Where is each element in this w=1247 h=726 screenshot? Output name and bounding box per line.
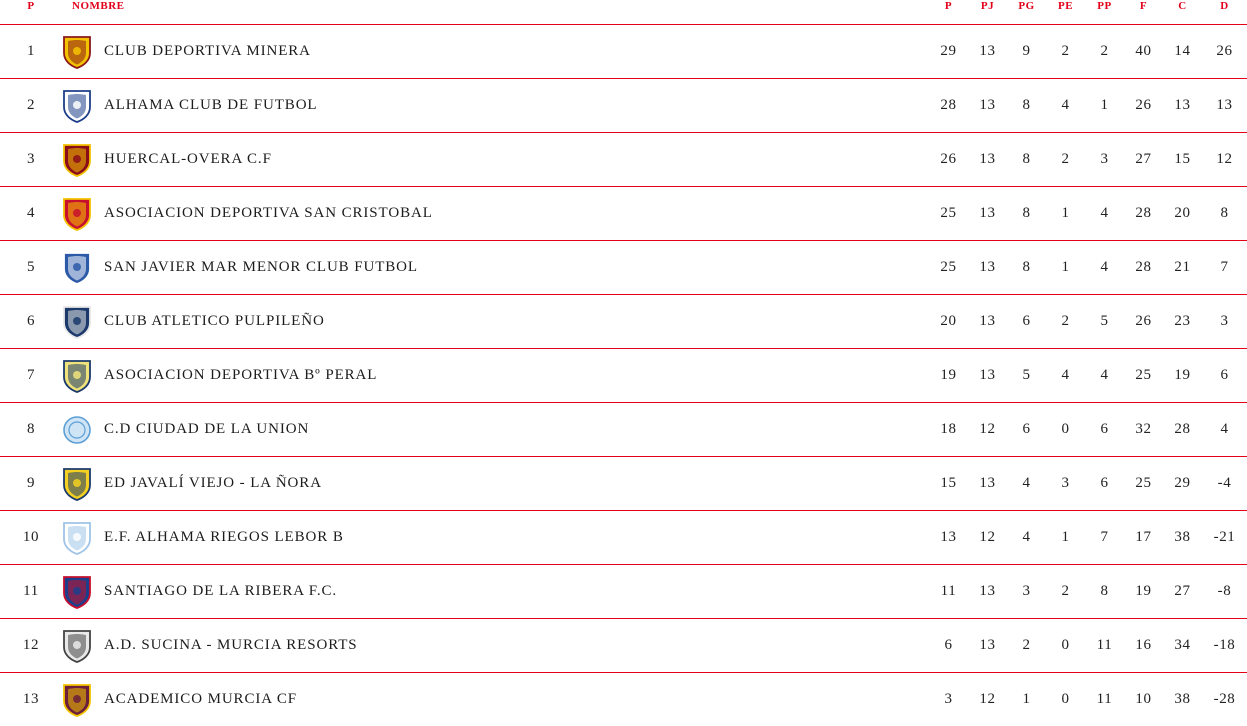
team-crest-icon (62, 467, 92, 501)
row-points: 18 (929, 403, 968, 457)
team-name: E.F. ALHAMA RIEGOS LEBOR B (104, 529, 344, 546)
team-cell-inner (62, 251, 929, 285)
row-lost: 11 (1085, 673, 1124, 726)
row-points: 3 (929, 673, 968, 726)
row-lost: 3 (1085, 133, 1124, 187)
row-goals-against: 14 (1163, 25, 1202, 79)
header-position: P (0, 0, 62, 25)
team-crest-icon (62, 575, 92, 609)
row-points: 11 (929, 565, 968, 619)
row-played: 12 (968, 511, 1007, 565)
row-played: 12 (968, 673, 1007, 726)
header-goals-for: F (1124, 0, 1163, 25)
team-cell[interactable] (62, 403, 929, 457)
row-goal-diff: -4 (1202, 457, 1247, 511)
team-cell[interactable] (62, 619, 929, 673)
team-cell-inner (62, 197, 929, 231)
row-position: 2 (0, 79, 62, 133)
row-goals-for: 26 (1124, 295, 1163, 349)
row-goals-against: 19 (1163, 349, 1202, 403)
row-lost: 11 (1085, 619, 1124, 673)
row-goals-against: 20 (1163, 187, 1202, 241)
table-header-row (0, 0, 1247, 25)
row-played: 13 (968, 619, 1007, 673)
row-won: 8 (1007, 133, 1046, 187)
row-drawn: 2 (1046, 25, 1085, 79)
row-position: 13 (0, 673, 62, 726)
row-drawn: 3 (1046, 457, 1085, 511)
row-drawn: 1 (1046, 511, 1085, 565)
row-goals-for: 28 (1124, 241, 1163, 295)
table-row[interactable] (0, 187, 1247, 241)
row-played: 13 (968, 79, 1007, 133)
row-drawn: 2 (1046, 295, 1085, 349)
row-position: 9 (0, 457, 62, 511)
row-played: 13 (968, 187, 1007, 241)
row-won: 9 (1007, 25, 1046, 79)
row-goal-diff: -21 (1202, 511, 1247, 565)
row-goal-diff: -28 (1202, 673, 1247, 726)
row-lost: 6 (1085, 403, 1124, 457)
row-lost: 4 (1085, 187, 1124, 241)
row-played: 13 (968, 457, 1007, 511)
team-name: CLUB DEPORTIVA MINERA (104, 43, 311, 60)
row-drawn: 4 (1046, 79, 1085, 133)
row-drawn: 1 (1046, 187, 1085, 241)
row-won: 4 (1007, 457, 1046, 511)
row-goals-for: 10 (1124, 673, 1163, 726)
table-header (0, 0, 1247, 25)
row-drawn: 2 (1046, 565, 1085, 619)
team-name: C.D CIUDAD DE LA UNION (104, 421, 309, 438)
table-row[interactable] (0, 25, 1247, 79)
row-won: 8 (1007, 187, 1046, 241)
row-goals-against: 15 (1163, 133, 1202, 187)
row-won: 8 (1007, 79, 1046, 133)
row-goal-diff: 12 (1202, 133, 1247, 187)
row-goals-against: 21 (1163, 241, 1202, 295)
row-points: 15 (929, 457, 968, 511)
row-position: 10 (0, 511, 62, 565)
header-goals-against: C (1163, 0, 1202, 25)
team-crest-icon (62, 197, 92, 231)
row-drawn: 0 (1046, 673, 1085, 726)
team-cell[interactable] (62, 511, 929, 565)
row-goal-diff: 4 (1202, 403, 1247, 457)
team-cell-inner (62, 359, 929, 393)
row-lost: 4 (1085, 349, 1124, 403)
row-position: 3 (0, 133, 62, 187)
team-cell[interactable] (62, 457, 929, 511)
row-goal-diff: 6 (1202, 349, 1247, 403)
row-lost: 7 (1085, 511, 1124, 565)
row-lost: 4 (1085, 241, 1124, 295)
team-name: CLUB ATLETICO PULPILEÑO (104, 313, 325, 330)
row-goals-for: 25 (1124, 349, 1163, 403)
row-position: 8 (0, 403, 62, 457)
row-goals-against: 28 (1163, 403, 1202, 457)
row-goals-for: 17 (1124, 511, 1163, 565)
table-row[interactable] (0, 403, 1247, 457)
row-goal-diff: -18 (1202, 619, 1247, 673)
team-crest-icon (62, 413, 92, 447)
team-name: ASOCIACION DEPORTIVA Bº PERAL (104, 367, 377, 384)
team-cell-inner (62, 521, 929, 555)
row-won: 2 (1007, 619, 1046, 673)
team-crest-icon (62, 89, 92, 123)
header-lost: PP (1085, 0, 1124, 25)
team-crest-icon (62, 35, 92, 69)
team-name: ALHAMA CLUB DE FUTBOL (104, 97, 318, 114)
row-played: 13 (968, 241, 1007, 295)
team-crest-icon (62, 359, 92, 393)
row-drawn: 4 (1046, 349, 1085, 403)
row-points: 29 (929, 25, 968, 79)
team-crest-icon (62, 305, 92, 339)
row-position: 7 (0, 349, 62, 403)
team-cell[interactable] (62, 673, 929, 726)
row-goals-for: 40 (1124, 25, 1163, 79)
row-played: 12 (968, 403, 1007, 457)
team-cell-inner (62, 413, 929, 447)
row-drawn: 0 (1046, 403, 1085, 457)
row-position: 5 (0, 241, 62, 295)
row-lost: 6 (1085, 457, 1124, 511)
header-drawn: PE (1046, 0, 1085, 25)
row-won: 6 (1007, 403, 1046, 457)
table-row[interactable] (0, 673, 1247, 726)
team-cell[interactable] (62, 79, 929, 133)
row-points: 25 (929, 241, 968, 295)
row-points: 26 (929, 133, 968, 187)
row-lost: 2 (1085, 25, 1124, 79)
header-won: PG (1007, 0, 1046, 25)
team-name: ACADEMICO MURCIA CF (104, 691, 297, 708)
row-lost: 1 (1085, 79, 1124, 133)
team-cell-inner (62, 683, 929, 717)
team-cell-inner (62, 35, 929, 69)
row-points: 25 (929, 187, 968, 241)
row-lost: 8 (1085, 565, 1124, 619)
row-points: 13 (929, 511, 968, 565)
row-won: 3 (1007, 565, 1046, 619)
row-goals-against: 23 (1163, 295, 1202, 349)
row-goal-diff: 26 (1202, 25, 1247, 79)
row-goals-for: 25 (1124, 457, 1163, 511)
row-position: 4 (0, 187, 62, 241)
table-row[interactable] (0, 511, 1247, 565)
team-crest-icon (62, 629, 92, 663)
table-row[interactable] (0, 457, 1247, 511)
row-goals-for: 27 (1124, 133, 1163, 187)
table-row[interactable] (0, 295, 1247, 349)
row-position: 6 (0, 295, 62, 349)
row-goals-against: 27 (1163, 565, 1202, 619)
row-points: 20 (929, 295, 968, 349)
team-name: SANTIAGO DE LA RIBERA F.C. (104, 583, 337, 600)
table-row[interactable] (0, 241, 1247, 295)
team-cell[interactable] (62, 187, 929, 241)
row-goal-diff: 3 (1202, 295, 1247, 349)
row-goals-for: 28 (1124, 187, 1163, 241)
row-points: 28 (929, 79, 968, 133)
row-goal-diff: -8 (1202, 565, 1247, 619)
row-played: 13 (968, 25, 1007, 79)
row-played: 13 (968, 133, 1007, 187)
row-position: 12 (0, 619, 62, 673)
team-cell-inner (62, 89, 929, 123)
row-played: 13 (968, 295, 1007, 349)
row-drawn: 0 (1046, 619, 1085, 673)
row-goals-against: 38 (1163, 511, 1202, 565)
row-goals-against: 34 (1163, 619, 1202, 673)
header-goal-diff: D (1202, 0, 1247, 25)
row-goals-against: 13 (1163, 79, 1202, 133)
row-goals-for: 19 (1124, 565, 1163, 619)
row-goals-for: 26 (1124, 79, 1163, 133)
team-cell[interactable] (62, 25, 929, 79)
row-position: 1 (0, 25, 62, 79)
team-cell[interactable] (62, 133, 929, 187)
team-cell[interactable] (62, 565, 929, 619)
team-cell-inner (62, 629, 929, 663)
row-drawn: 1 (1046, 241, 1085, 295)
row-played: 13 (968, 565, 1007, 619)
team-crest-icon (62, 521, 92, 555)
row-goals-for: 32 (1124, 403, 1163, 457)
row-won: 6 (1007, 295, 1046, 349)
table-row[interactable] (0, 349, 1247, 403)
team-cell-inner (62, 305, 929, 339)
team-cell[interactable] (62, 241, 929, 295)
row-won: 1 (1007, 673, 1046, 726)
row-won: 5 (1007, 349, 1046, 403)
team-name: ED JAVALÍ VIEJO - LA ÑORA (104, 475, 322, 492)
row-position: 11 (0, 565, 62, 619)
row-goals-against: 38 (1163, 673, 1202, 726)
team-cell-inner (62, 467, 929, 501)
table-row[interactable] (0, 79, 1247, 133)
team-cell[interactable] (62, 349, 929, 403)
row-lost: 5 (1085, 295, 1124, 349)
table-row[interactable] (0, 133, 1247, 187)
row-goals-against: 29 (1163, 457, 1202, 511)
row-won: 4 (1007, 511, 1046, 565)
team-cell[interactable] (62, 295, 929, 349)
team-name: HUERCAL-OVERA C.F (104, 151, 272, 168)
team-crest-icon (62, 143, 92, 177)
table-row[interactable] (0, 565, 1247, 619)
row-won: 8 (1007, 241, 1046, 295)
row-played: 13 (968, 349, 1007, 403)
team-cell-inner (62, 575, 929, 609)
header-points: P (929, 0, 968, 25)
row-goals-for: 16 (1124, 619, 1163, 673)
row-goal-diff: 13 (1202, 79, 1247, 133)
header-played: PJ (968, 0, 1007, 25)
team-cell-inner (62, 143, 929, 177)
team-name: A.D. SUCINA - MURCIA RESORTS (104, 637, 358, 654)
team-name: SAN JAVIER MAR MENOR CLUB FUTBOL (104, 259, 418, 276)
team-crest-icon (62, 683, 92, 717)
row-goal-diff: 7 (1202, 241, 1247, 295)
table-row[interactable] (0, 619, 1247, 673)
team-name: ASOCIACION DEPORTIVA SAN CRISTOBAL (104, 205, 433, 222)
row-points: 19 (929, 349, 968, 403)
table-body (0, 25, 1247, 726)
row-goal-diff: 8 (1202, 187, 1247, 241)
row-drawn: 2 (1046, 133, 1085, 187)
header-name: NOMBRE (62, 0, 929, 25)
team-crest-icon (62, 251, 92, 285)
row-points: 6 (929, 619, 968, 673)
